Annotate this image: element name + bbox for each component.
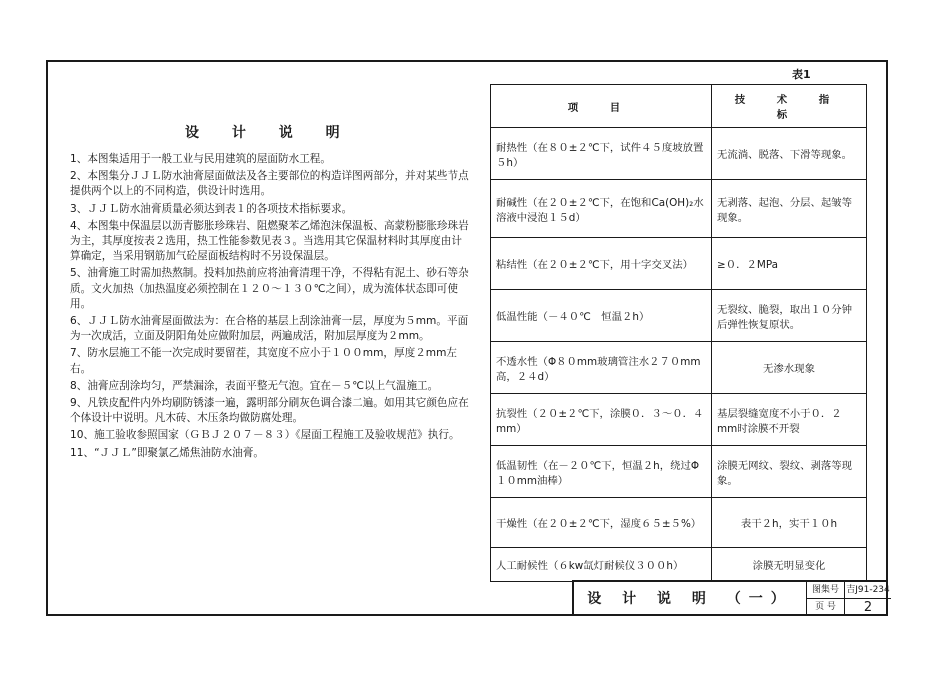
note-item: 7、防水层施工不能一次完成时要留茬，其宽度不应小于１００mm，厚度２mm左右。 <box>70 347 458 375</box>
table-header-row <box>491 85 867 128</box>
page-number-value: 2 <box>863 600 873 615</box>
page-number-label: 页 号 <box>807 599 845 616</box>
note-item: 10、施工验收参照国家（ＧＢＪ２０７－８３）《屋面工程施工及验收规范》执行。 <box>70 429 460 442</box>
row-value: 无渗水现象 <box>712 342 867 394</box>
note-item: 2、本图集分ＪＪＬ防水油膏屋面做法及各主要部位的构造详图两部分，并对某些节点提供两个以上的不同构造，供设计时选用。 <box>70 170 469 198</box>
table-row <box>491 180 867 238</box>
row-item: 干燥性（在２０±２℃下，湿度６５±５%） <box>491 498 712 548</box>
table-row <box>491 342 867 394</box>
row-value: 无流淌、脱落、下滑等现象。 <box>712 128 867 180</box>
table-row <box>491 128 867 180</box>
note-item: 8、油膏应刮涂均匀，严禁漏涂，表面平整无气泡。宜在－５℃以上气温施工。 <box>70 379 439 392</box>
table-row <box>491 238 867 290</box>
note-item: 1、本图集适用于一般工业与民用建筑的屋面防水工程。 <box>70 153 331 165</box>
header-item: 项 目 <box>491 85 712 128</box>
table-caption: 表1 <box>792 68 811 81</box>
row-item: 低温韧性（在－２０℃下，恒温２h，绕过Φ１０mm油棒） <box>491 446 712 498</box>
row-item: 耐热性（在８０±２℃下，试件４５度坡放置５h） <box>491 128 712 180</box>
row-item: 低温性能（－４０℃ 恒温２h） <box>491 290 712 342</box>
row-value: 无裂纹、脆裂，取出１０分钟后弹性恢复原状。 <box>712 290 867 342</box>
note-item: 5、油膏施工时需加热熬制。投料加热前应将油膏清理干净，不得粘有泥土、砂石等杂质。文火加热（加热温度必须控制在１２０～１３０℃之间），成为流体状态即可使用。 <box>70 267 469 310</box>
row-value: 基层裂缝宽度不小于０．２mm时涂膜不开裂 <box>712 394 867 446</box>
technical-spec-table <box>490 84 867 582</box>
table-row <box>491 498 867 548</box>
note-item: 9、凡铁皮配件内外均刷防锈漆一遍，露明部分刷灰色调合漆二遍。如用其它颜色应在个体设计中说明。凡木砖、木压条均做防腐处理。 <box>70 397 469 425</box>
notes-heading: 设 计 说 明 <box>185 125 354 141</box>
row-item: 人工耐候性（６kw氙灯耐候仪３００h） <box>491 548 712 582</box>
row-value: 无剥落、起泡、分层、起皱等现象。 <box>712 180 867 238</box>
table-row <box>491 548 867 582</box>
note-item: 4、本图集中保温层以沥青膨胀珍珠岩、阻燃聚苯乙烯泡沫保温板、高蒙粉膨胀珍珠岩为主，其厚度按表２选用，热工性能参数见表３。当选用其它保温材料时其厚度由计算确定，当采用钢筋加气砼屋面板结构时不另设保温层。 <box>70 219 469 263</box>
note-item: 6、ＪＪＬ防水油膏屋面做法为：在合格的基层上刮涂油膏一层，厚度为５mm。平面为一次成活，立面及阴阳角处应做附加层，两遍成活，附加层厚度为２mm。 <box>70 315 469 343</box>
row-item: 抗裂性（２０±２℃下，涂膜０．３～０．４mm） <box>491 394 712 446</box>
table-row <box>491 394 867 446</box>
header-value: 技 术 指 标 <box>712 85 867 128</box>
design-notes-list <box>70 152 470 463</box>
row-item: 不透水性（Φ８０mm玻璃管注水２７０mm高，２４d） <box>491 342 712 394</box>
row-value: ≥０．２MPa <box>712 238 867 290</box>
atlas-number-label: 图集号 <box>807 582 845 599</box>
row-value: 表干２h，实干１０h <box>712 498 867 548</box>
row-value: 涂膜无网纹、裂纹、剥落等现象。 <box>712 446 867 498</box>
row-item: 耐碱性（在２０±２℃下，在饱和Ca(OH)₂水溶液中浸泡１５d） <box>491 180 712 238</box>
title-block-grid <box>806 582 891 616</box>
row-item: 粘结性（在２０±２℃下，用十字交叉法） <box>491 238 712 290</box>
table-row <box>491 290 867 342</box>
atlas-number-value: 吉J91-234 <box>845 582 891 599</box>
note-item: 11、“ＪＪＬ”即聚氯乙烯焦油防水油膏。 <box>70 446 264 459</box>
row-value: 涂膜无明显变化 <box>712 548 867 582</box>
drawing-title: 设 计 说 明 （一） <box>587 591 793 607</box>
title-block <box>572 580 888 616</box>
note-item: 3、ＪＪＬ防水油膏质量必须达到表１的各项技术指标要求。 <box>70 202 353 215</box>
table-row <box>491 446 867 498</box>
